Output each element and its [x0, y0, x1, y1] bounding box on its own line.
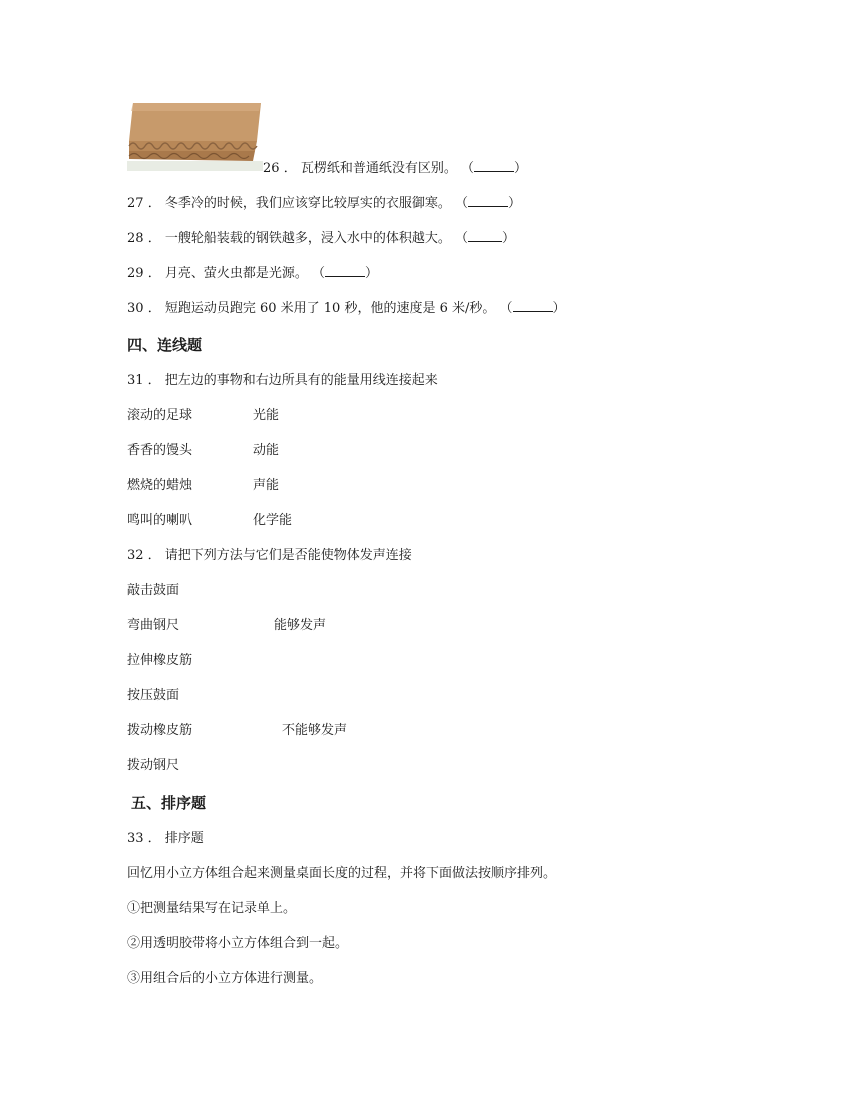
- answer-parentheses: （ ）: [499, 301, 566, 316]
- question-separator: ．: [283, 161, 297, 176]
- section-heading-matching: 四、连线题: [127, 336, 203, 354]
- q32-left-item: 按压鼓面: [127, 688, 180, 703]
- answer-parentheses: （ ）: [461, 161, 528, 176]
- q33-step: ②用透明胶带将小立方体组合到一起。: [127, 936, 349, 951]
- question-29: [127, 264, 378, 283]
- question-separator: ．: [147, 231, 161, 246]
- question-32-prompt: 32 ． 请把下列方法与它们是否能使物体发声连接: [127, 548, 412, 563]
- answer-parentheses: （ ）: [312, 266, 379, 281]
- answer-blank[interactable]: [468, 229, 502, 242]
- q32-right-item: 不能够发声: [282, 723, 348, 738]
- answer-parentheses: （ ）: [455, 196, 522, 211]
- question-number: 27: [127, 196, 144, 211]
- question-text: 短跑运动员跑完 60 米用了 10 秒，他的速度是 6 米/秒。: [164, 301, 496, 316]
- question-31-prompt: 31 ． 把左边的事物和右边所具有的能量用线连接起来: [127, 373, 438, 388]
- question-number: 29: [127, 266, 144, 281]
- question-33-prompt: 33 ． 排序题: [127, 831, 204, 846]
- answer-blank[interactable]: [325, 264, 365, 277]
- question-33-intro: 回忆用小立方体组合起来测量桌面长度的过程，并将下面做法按顺序排列。: [127, 866, 557, 881]
- corrugated-cardboard-image: [127, 101, 263, 171]
- question-27: [127, 194, 521, 213]
- q33-step: ③用组合后的小立方体进行测量。: [127, 971, 323, 986]
- q31-left-item: 鸣叫的喇叭: [127, 513, 193, 528]
- question-text: 冬季冷的时候，我们应该穿比较厚实的衣服御寒。: [164, 196, 451, 211]
- question-text: 月亮、萤火虫都是光源。: [164, 266, 308, 281]
- q31-right-item: 动能: [253, 443, 280, 458]
- question-separator: ．: [147, 301, 161, 316]
- q31-left-item: 滚动的足球: [127, 408, 193, 423]
- question-30: [127, 299, 566, 318]
- q31-right-item: 声能: [253, 478, 280, 493]
- question-number: 30: [127, 301, 144, 316]
- q31-right-item: 光能: [253, 408, 280, 423]
- q32-left-item: 弯曲钢尺: [127, 618, 180, 633]
- q32-left-item: 敲击鼓面: [127, 583, 180, 598]
- question-text: 瓦楞纸和普通纸没有区别。: [300, 161, 457, 176]
- answer-blank[interactable]: [474, 159, 514, 172]
- q31-right-item: 化学能: [253, 513, 293, 528]
- question-text: 一艘轮船装载的钢铁越多，浸入水中的体积越大。: [164, 231, 451, 246]
- q31-left-item: 香香的馒头: [127, 443, 193, 458]
- q32-left-item: 拉伸橡皮筋: [127, 653, 193, 668]
- question-number: 26: [263, 161, 280, 176]
- question-separator: ．: [147, 266, 161, 281]
- answer-blank[interactable]: [468, 194, 508, 207]
- q31-left-item: 燃烧的蜡烛: [127, 478, 193, 493]
- q32-left-item: 拨动橡皮筋: [127, 723, 193, 738]
- answer-parentheses: （ ）: [455, 231, 516, 246]
- q32-right-item: 能够发声: [274, 618, 327, 633]
- question-separator: ．: [147, 196, 161, 211]
- section-heading-ordering: 五、排序题: [131, 794, 207, 812]
- q33-step: ①把测量结果写在记录单上。: [127, 901, 297, 916]
- question-28: [127, 229, 515, 248]
- question-number: 28: [127, 231, 144, 246]
- question-26: [263, 159, 527, 178]
- answer-blank[interactable]: [513, 299, 553, 312]
- q32-left-item: 拨动钢尺: [127, 758, 180, 773]
